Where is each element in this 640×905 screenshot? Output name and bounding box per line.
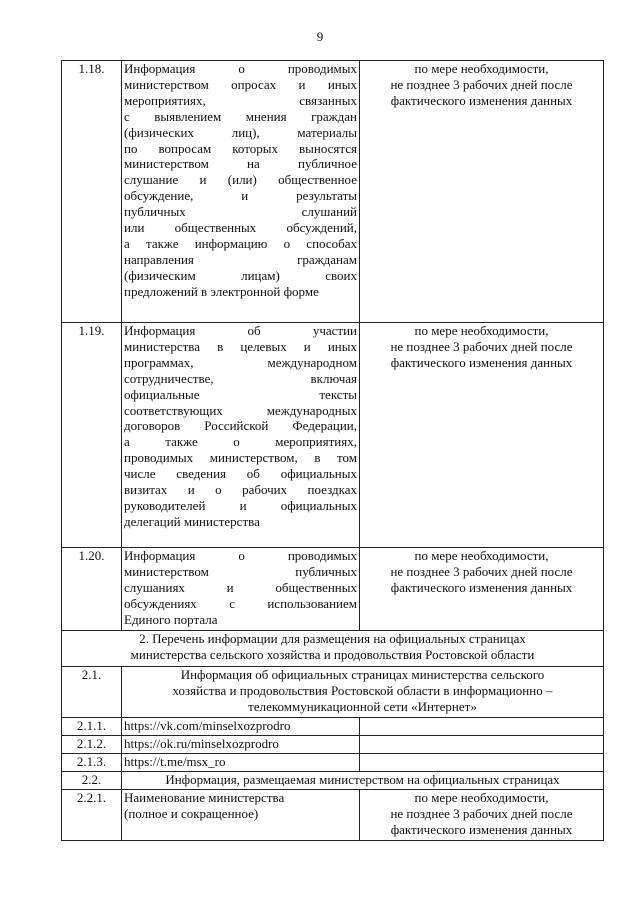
row-number: 2.2.1. [62,790,122,841]
table-row [62,61,604,323]
table-row [62,323,604,548]
empty-cell [360,736,604,754]
row-number: 1.19. [62,323,122,548]
row-deadline: по мере необходимости, не позднее 3 рабочих дней после фактического изменения данных [360,790,604,841]
section-2-title: 2. Перечень информации для размещения на официальных страницах министерства сельского хозяйства и продовольствия Ростовской области [62,631,604,667]
table-row [62,736,604,754]
table-row [62,772,604,790]
row-deadline: по мере необходимости, не позднее 3 рабочих дней после фактического изменения данных [360,61,604,323]
page-number: 9 [316,29,324,44]
ok-link[interactable]: https://ok.ru/minselxozprodro [122,736,360,754]
row-number: 1.20. [62,548,122,631]
row-number: 2.1.3. [62,754,122,772]
information-table [61,60,604,841]
row-number: 2.2. [62,772,122,790]
row-deadline: по мере необходимости, не позднее 3 рабочих дней после фактического изменения данных [360,548,604,631]
table-row [62,754,604,772]
table-row [62,667,604,718]
row-description: Наименование министерства (полное и сокращенное) [122,790,360,841]
vk-link[interactable]: https://vk.com/minselxozprodro [122,718,360,736]
telegram-link[interactable]: https://t.me/msx_ro [122,754,360,772]
row-description: Информация о проводимых министерством опросах и иных мероприятиях, связанных с выявлением мнения граждан (физических лиц), материалы по вопросам которых выносятся министерством на публичное слушание и (или) общественное обсуждение, и результаты публичных слушаний или общественных обсуждений, а также информацию о способах направления гражданам (физическим лицам) своих предложений в электронной форме [122,61,360,323]
row-number: 2.1. [62,667,122,718]
table-row [62,548,604,631]
section-header-row [62,631,604,667]
row-number: 1.18. [62,61,122,323]
empty-cell [360,754,604,772]
row-number: 2.1.2. [62,736,122,754]
row-deadline: по мере необходимости, не позднее 3 рабочих дней после фактического изменения данных [360,323,604,548]
row-number: 2.1.1. [62,718,122,736]
empty-cell [360,718,604,736]
table-row [62,718,604,736]
row-description: Информация об участии министерства в целевых и иных программах, международном сотрудничестве, включая официальные тексты соответствующих международных договоров Российской Федерации, а также о мероприятиях, проводимых министерством, в том числе сведения об официальных визитах и о рабочих поездках руководителей и официальных делегаций министерства [122,323,360,548]
row-2-1-description: Информация об официальных страницах министерства сельского хозяйства и продовольствия Ростовской области в информационно – телекоммуникационной сети «Интернет» [122,667,604,718]
table-row [62,790,604,841]
row-description: Информация о проводимых министерством публичных слушаниях и общественных обсуждениях с использованием Единого портала [122,548,360,631]
row-2-2-description: Информация, размещаемая министерством на официальных страницах [122,772,604,790]
